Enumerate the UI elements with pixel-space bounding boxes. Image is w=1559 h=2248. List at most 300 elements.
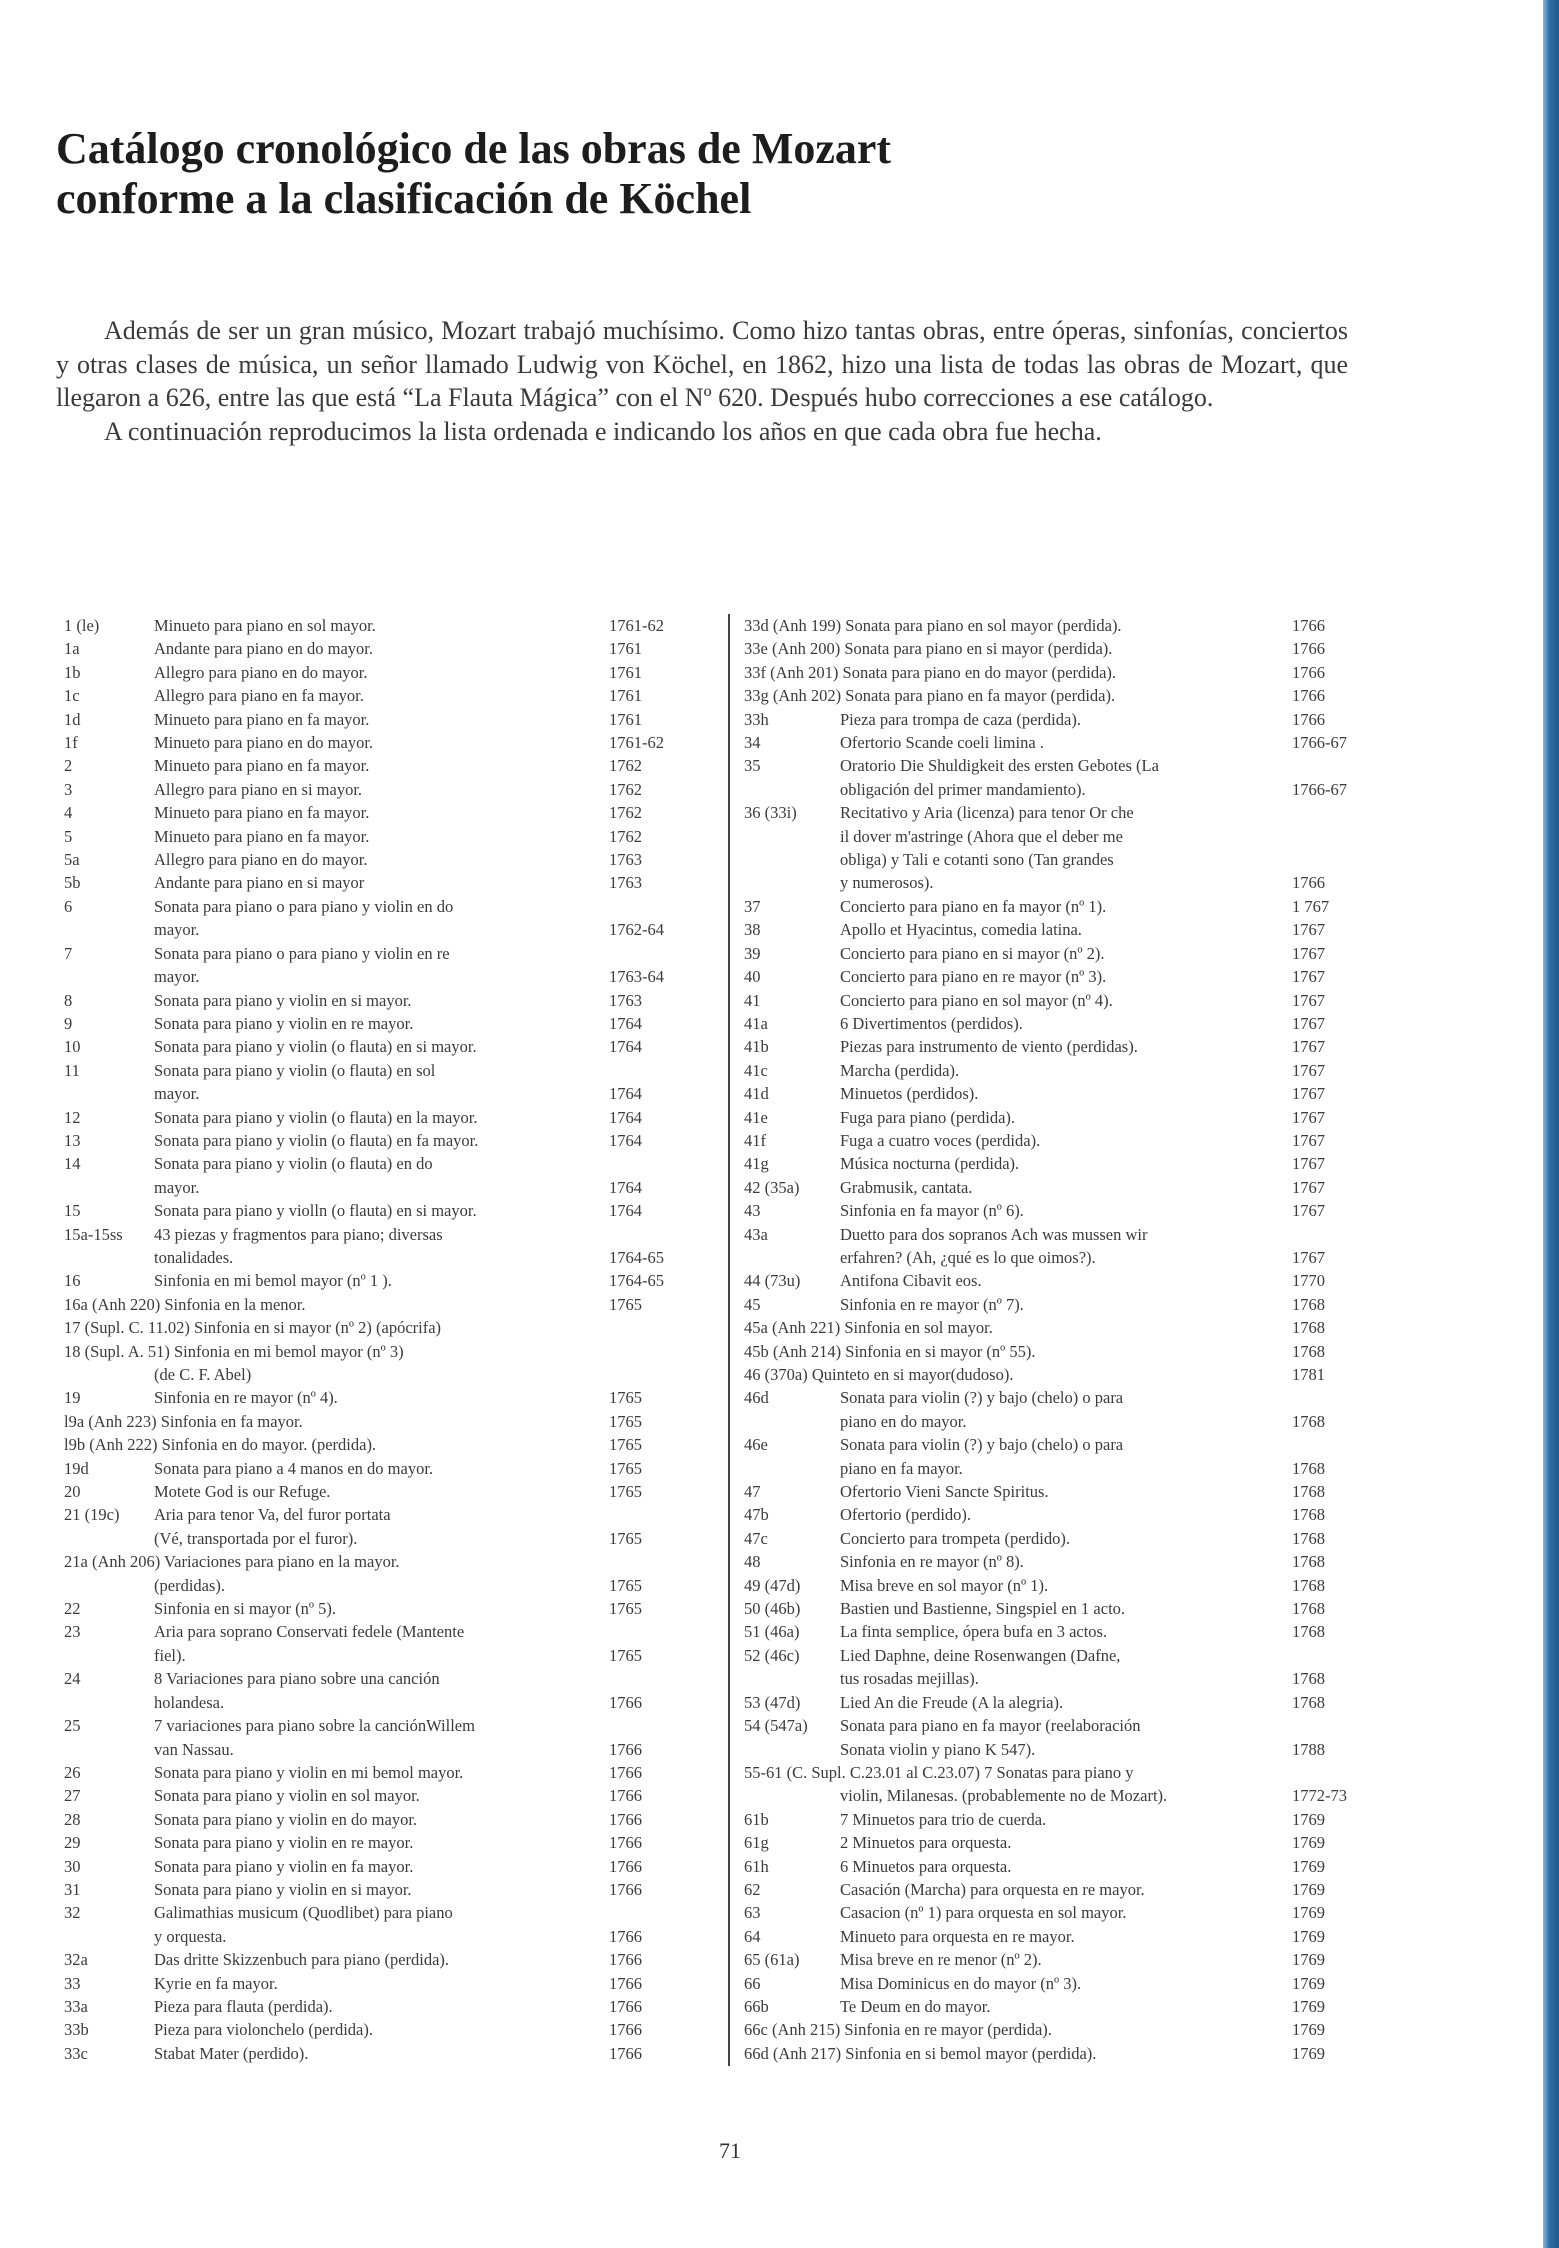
catalog-entry xyxy=(744,1269,1364,1292)
work-description: Aria para soprano Conservati fedele (Mantente xyxy=(154,1622,465,1642)
composition-year: 1766 xyxy=(609,1950,642,1970)
work-description: tus rosadas mejillas). xyxy=(840,1669,979,1689)
catalog-entry xyxy=(744,1316,1364,1339)
composition-year: 1766 xyxy=(609,2043,642,2063)
composition-year: 1769 xyxy=(1292,2043,1325,2063)
work-description: Sinfonia en re mayor (nº 8). xyxy=(840,1552,1024,1572)
intro-text xyxy=(56,314,1348,448)
kochel-number: 29 xyxy=(64,1833,81,1853)
work-description: Lied An die Freude (A la alegria). xyxy=(840,1692,1064,1712)
composition-year: 1766 xyxy=(609,1786,642,1806)
work-description: mayor. xyxy=(154,1177,200,1197)
kochel-number: 43 xyxy=(744,1201,761,1221)
work-description: Pieza para trompa de caza (perdida). xyxy=(840,709,1081,729)
kochel-number: 36 (33i) xyxy=(744,803,797,823)
composition-year: 1765 xyxy=(609,1575,642,1595)
page-number: 71 xyxy=(719,2138,741,2163)
composition-year: 1766 xyxy=(609,1879,642,1899)
kochel-number: 12 xyxy=(64,1107,81,1127)
work-description: Galimathias musicum (Quodlibet) para piano xyxy=(154,1903,453,1923)
catalog-entry xyxy=(744,1035,1364,1058)
catalog-entry xyxy=(744,1503,1364,1526)
work-description: Pieza para violonchelo (perdida). xyxy=(154,2020,373,2040)
catalog-entry xyxy=(744,614,1364,637)
catalog-entry xyxy=(744,1808,1364,1831)
composition-year: 1764 xyxy=(609,1107,642,1127)
kochel-number: 54 (547a) xyxy=(744,1716,808,1736)
catalog-entry xyxy=(744,1597,1364,1620)
catalog-entry xyxy=(744,965,1364,988)
catalog-entry xyxy=(744,1340,1364,1363)
kochel-number: 3 xyxy=(64,779,73,799)
work-description: erfahren? (Ah, ¿qué es lo que oimos?). xyxy=(840,1247,1096,1267)
work-description: Kyrie en fa mayor. xyxy=(154,1973,278,1993)
composition-year: 1768 xyxy=(1292,1669,1325,1689)
catalog-entry xyxy=(64,1878,684,1901)
kochel-number: 19 xyxy=(64,1388,81,1408)
work-description: Allegro para piano en do mayor. xyxy=(154,850,368,870)
catalog-entry xyxy=(744,1948,1364,1971)
composition-year: 1767 xyxy=(1292,1177,1325,1197)
work-description: Sonata para piano y violin en mi bemol mayor. xyxy=(154,1762,464,1782)
catalog-entry xyxy=(64,1972,684,1995)
composition-year: 1766 xyxy=(609,1856,642,1876)
work-description: Ofertorio (perdido). xyxy=(840,1505,972,1525)
catalog-entry xyxy=(744,1901,1364,1924)
composition-year: 1768 xyxy=(1292,1294,1325,1314)
kochel-number: 15a-15ss xyxy=(64,1224,123,1244)
work-description: Recitativo y Aria (licenza) para tenor Or che xyxy=(840,803,1134,823)
composition-year: 1763 xyxy=(609,873,642,893)
work-description: Casación (Marcha) para orquesta en re mayor. xyxy=(840,1879,1145,1899)
composition-year: 1766 xyxy=(1292,686,1325,706)
catalog-entry xyxy=(64,778,684,801)
kochel-number: 1a xyxy=(64,639,80,659)
work-description: Concierto para trompeta (perdido). xyxy=(840,1528,1070,1548)
composition-year: 1768 xyxy=(1292,1458,1325,1478)
composition-year: 1765 xyxy=(609,1411,642,1431)
work-description: 6 Minuetos para orquesta. xyxy=(840,1856,1012,1876)
composition-year: 1766 xyxy=(1292,709,1325,729)
catalog-entry xyxy=(744,2042,1364,2065)
composition-year: 1766 xyxy=(1292,662,1325,682)
work-description: 17 (Supl. C. 11.02) Sinfonia en si mayor (nº 2) (apócrifa) xyxy=(64,1318,442,1338)
composition-year: 1766-67 xyxy=(1292,779,1347,799)
catalog-entry xyxy=(744,1152,1364,1175)
work-description: Sonata para piano y violin en re mayor. xyxy=(154,1833,414,1853)
composition-year: 1768 xyxy=(1292,1318,1325,1338)
catalog-entry xyxy=(64,1503,684,1550)
kochel-number: 34 xyxy=(744,733,761,753)
catalog-entry xyxy=(64,614,684,637)
work-description: van Nassau. xyxy=(154,1739,234,1759)
kochel-number: 2 xyxy=(64,756,73,776)
kochel-number: 10 xyxy=(64,1037,81,1057)
composition-year: 1767 xyxy=(1292,1201,1325,1221)
catalog-entry xyxy=(64,895,684,942)
catalog-entry xyxy=(64,1410,684,1433)
kochel-number: 8 xyxy=(64,990,73,1010)
catalog-entry xyxy=(64,1480,684,1503)
work-description: Apollo et Hyacintus, comedia latina. xyxy=(840,920,1082,940)
composition-year: 1765 xyxy=(609,1388,642,1408)
work-description: Concierto para piano en fa mayor (nº 1). xyxy=(840,896,1107,916)
kochel-number: 52 (46c) xyxy=(744,1645,800,1665)
composition-year: 1762-64 xyxy=(609,920,664,940)
composition-year: 1767 xyxy=(1292,1107,1325,1127)
catalog-entry xyxy=(744,1831,1364,1854)
work-description: 7 variaciones para piano sobre la canciónWillem xyxy=(154,1716,475,1736)
work-description: 66d (Anh 217) Sinfonia en si bemol mayor (perdida). xyxy=(744,2043,1097,2063)
work-description: Antifona Cibavit eos. xyxy=(840,1271,982,1291)
intro-paragraph-2: A continuación reproducimos la lista ordenada e indicando los años en que cada obra fue hecha. xyxy=(104,416,1102,446)
composition-year: 1766 xyxy=(609,2020,642,2040)
work-description: Sonata para piano o para piano y violin en re xyxy=(154,943,450,963)
work-description: violin, Milanesas. (probablemente no de Mozart). xyxy=(840,1786,1168,1806)
catalog-entry xyxy=(64,1012,684,1035)
kochel-number: 11 xyxy=(64,1060,80,1080)
work-description: Sonata para violin (?) y bajo (chelo) o para xyxy=(840,1388,1124,1408)
kochel-number: 20 xyxy=(64,1482,81,1502)
composition-year: 1769 xyxy=(1292,1996,1325,2016)
work-description: 21a (Anh 206) Variaciones para piano en la mayor. xyxy=(64,1552,400,1572)
composition-year: 1766 xyxy=(609,1996,642,2016)
work-description: y orquesta. xyxy=(154,1926,227,1946)
catalog-entry xyxy=(64,1995,684,2018)
work-description: Misa Dominicus en do mayor (nº 3). xyxy=(840,1973,1082,1993)
kochel-number: 47b xyxy=(744,1505,769,1525)
work-description: Sonata para piano y violin en re mayor. xyxy=(154,1013,414,1033)
work-description: Sonata para piano y violin (o flauta) en do xyxy=(154,1154,433,1174)
work-description: Minueto para piano en fa mayor. xyxy=(154,826,370,846)
work-description: Stabat Mater (perdido). xyxy=(154,2043,309,2063)
composition-year: 1764 xyxy=(609,1013,642,1033)
catalog-entry xyxy=(64,1199,684,1222)
work-description: 8 Variaciones para piano sobre una canción xyxy=(154,1669,440,1689)
catalog-entry xyxy=(744,1059,1364,1082)
catalog-entry xyxy=(64,1035,684,1058)
composition-year: 1768 xyxy=(1292,1341,1325,1361)
composition-year: 1766 xyxy=(1292,616,1325,635)
work-description: 7 Minuetos para trio de cuerda. xyxy=(840,1809,1047,1829)
catalog-entry xyxy=(744,1363,1364,1386)
column-divider xyxy=(728,614,730,2066)
catalog-entry xyxy=(64,754,684,777)
composition-year: 1766 xyxy=(609,1973,642,1993)
work-description: 46 (370a) Quinteto en si mayor(dudoso). xyxy=(744,1365,1014,1384)
composition-year: 1764 xyxy=(609,1177,642,1197)
kochel-number: 1 (le) xyxy=(64,616,100,635)
work-description: holandesa. xyxy=(154,1692,225,1712)
composition-year: 1764-65 xyxy=(609,1247,664,1267)
catalog-entry xyxy=(744,754,1364,801)
catalog-entry xyxy=(64,871,684,894)
catalog-entry xyxy=(64,1855,684,1878)
kochel-number: 6 xyxy=(64,896,73,916)
kochel-number: 66 xyxy=(744,1973,761,1993)
work-description: Sonata para piano o para piano y violin en do xyxy=(154,896,454,916)
composition-year: 1767 xyxy=(1292,1247,1325,1267)
catalog-entry xyxy=(64,1269,684,1292)
kochel-number: 33h xyxy=(744,709,769,729)
work-description: il dover m'astringe (Ahora que el deber me xyxy=(840,826,1123,846)
composition-year: 1766-67 xyxy=(1292,733,1347,753)
work-description: Sonata para piano y violin (o flauta) en sol xyxy=(154,1060,436,1080)
work-description: La finta semplice, ópera bufa en 3 actos. xyxy=(840,1622,1108,1642)
kochel-number: 33b xyxy=(64,2020,89,2040)
catalog-entry xyxy=(744,1644,1364,1691)
composition-year: 1767 xyxy=(1292,1013,1325,1033)
catalog-entry xyxy=(64,2018,684,2041)
composition-year: 1763 xyxy=(609,850,642,870)
kochel-number: 37 xyxy=(744,896,761,916)
composition-year: 1766 xyxy=(1292,873,1325,893)
work-description: Sonata para piano y violin (o flauta) en la mayor. xyxy=(154,1107,478,1127)
work-description: (Vé, transportada por el furor). xyxy=(154,1528,358,1548)
work-description: obligación del primer mandamiento). xyxy=(840,779,1086,799)
composition-year: 1764-65 xyxy=(609,1271,664,1291)
work-description: Fuga para piano (perdida). xyxy=(840,1107,1016,1127)
work-description: piano en fa mayor. xyxy=(840,1458,963,1478)
kochel-number: 41e xyxy=(744,1107,768,1127)
work-description: 45a (Anh 221) Sinfonia en sol mayor. xyxy=(744,1318,993,1338)
work-description: 33g (Anh 202) Sonata para piano en fa mayor (perdida). xyxy=(744,686,1116,706)
work-description: Música nocturna (perdida). xyxy=(840,1154,1020,1174)
composition-year: 1765 xyxy=(609,1599,642,1619)
catalog-entry xyxy=(64,637,684,660)
kochel-number: 30 xyxy=(64,1856,81,1876)
work-description: Misa breve en sol mayor (nº 1). xyxy=(840,1575,1049,1595)
work-description: Sonata para piano y violin en fa mayor. xyxy=(154,1856,414,1876)
work-description: Andante para piano en si mayor xyxy=(154,873,365,893)
composition-year: 1772-73 xyxy=(1292,1786,1347,1806)
work-description: mayor. xyxy=(154,967,200,987)
composition-year: 1767 xyxy=(1292,920,1325,940)
catalog-entry xyxy=(64,1340,684,1387)
kochel-number: 48 xyxy=(744,1552,761,1572)
kochel-number: 46e xyxy=(744,1435,768,1455)
catalog-entry xyxy=(744,1550,1364,1573)
composition-year: 1781 xyxy=(1292,1365,1325,1384)
catalog-entry xyxy=(64,1620,684,1667)
catalog-entry xyxy=(64,1597,684,1620)
work-description: Das dritte Skizzenbuch para piano (perdida). xyxy=(154,1950,450,1970)
catalog-column-left xyxy=(64,614,684,2065)
composition-year: 1762 xyxy=(609,826,642,846)
composition-year: 1766 xyxy=(609,1762,642,1782)
catalog-entry xyxy=(744,1714,1364,1761)
kochel-number: 41a xyxy=(744,1013,768,1033)
work-description: Allegro para piano en fa mayor. xyxy=(154,686,364,706)
catalog-entry xyxy=(744,895,1364,918)
catalog-entry xyxy=(64,708,684,731)
catalog-entry xyxy=(64,1223,684,1270)
kochel-number: 1c xyxy=(64,686,80,706)
composition-year: 1 767 xyxy=(1292,896,1330,916)
kochel-number: 44 (73u) xyxy=(744,1271,801,1291)
work-description: fiel). xyxy=(154,1645,186,1665)
catalog-entry xyxy=(744,661,1364,684)
catalog-entry xyxy=(744,1855,1364,1878)
composition-year: 1769 xyxy=(1292,1926,1325,1946)
kochel-number: 22 xyxy=(64,1599,81,1619)
work-description: Ofertorio Vieni Sancte Spiritus. xyxy=(840,1482,1049,1502)
kochel-number: 1d xyxy=(64,709,81,729)
kochel-number: 50 (46b) xyxy=(744,1599,801,1619)
work-description: l9b (Anh 222) Sinfonia en do mayor. (perdida). xyxy=(64,1435,377,1455)
composition-year: 1767 xyxy=(1292,943,1325,963)
catalog-entry xyxy=(64,1808,684,1831)
catalog-entry xyxy=(64,801,684,824)
work-description: Ofertorio Scande coeli limina . xyxy=(840,733,1044,753)
composition-year: 1762 xyxy=(609,756,642,776)
catalog-entry xyxy=(744,1691,1364,1714)
work-description: y numerosos). xyxy=(840,873,934,893)
kochel-number: 47 xyxy=(744,1482,761,1502)
composition-year: 1766 xyxy=(609,1809,642,1829)
composition-year: 1768 xyxy=(1292,1575,1325,1595)
catalog-entry xyxy=(64,1784,684,1807)
kochel-number: 1b xyxy=(64,662,81,682)
work-description: Concierto para piano en si mayor (nº 2). xyxy=(840,943,1105,963)
composition-year: 1764 xyxy=(609,1201,642,1221)
catalog-entry xyxy=(744,1293,1364,1316)
catalog-entry xyxy=(744,1129,1364,1152)
work-description: Motete God is our Refuge. xyxy=(154,1482,331,1502)
work-description: 33f (Anh 201) Sonata para piano en do mayor (perdida). xyxy=(744,662,1117,682)
work-description: 16a (Anh 220) Sinfonia en la menor. xyxy=(64,1294,306,1314)
kochel-number: 15 xyxy=(64,1201,81,1221)
work-description: Pieza para flauta (perdida). xyxy=(154,1996,333,2016)
catalog-entry xyxy=(744,1433,1364,1480)
composition-year: 1761 xyxy=(609,662,642,682)
catalog-entry xyxy=(64,942,684,989)
kochel-number: 16 xyxy=(64,1271,81,1291)
kochel-number: 40 xyxy=(744,967,761,987)
work-description: Sinfonia en re mayor (nº 4). xyxy=(154,1388,338,1408)
catalog-entry xyxy=(744,1972,1364,1995)
work-description: Piezas para instrumento de viento (perdidas). xyxy=(840,1037,1138,1057)
catalog-entry xyxy=(64,1059,684,1106)
kochel-number: 35 xyxy=(744,756,761,776)
work-description: tonalidades. xyxy=(154,1247,234,1267)
catalog-entry xyxy=(744,1527,1364,1550)
work-description: Oratorio Die Shuldigkeit des ersten Gebotes (La xyxy=(840,756,1159,776)
composition-year: 1770 xyxy=(1292,1271,1325,1291)
kochel-number: 7 xyxy=(64,943,73,963)
composition-year: 1768 xyxy=(1292,1552,1325,1572)
catalog-entry xyxy=(64,1457,684,1480)
kochel-number: 21 (19c) xyxy=(64,1505,120,1525)
title-line-2: conforme a la clasificación de Köchel xyxy=(56,174,752,223)
composition-year: 1767 xyxy=(1292,1130,1325,1150)
composition-year: 1769 xyxy=(1292,1950,1325,1970)
composition-year: 1768 xyxy=(1292,1505,1325,1525)
kochel-number: 41d xyxy=(744,1084,769,1104)
kochel-number: 32a xyxy=(64,1950,88,1970)
work-description: 66c (Anh 215) Sinfonia en re mayor (perdida). xyxy=(744,2020,1052,2040)
work-description: Sinfonia en re mayor (nº 7). xyxy=(840,1294,1024,1314)
catalog-entry xyxy=(744,1995,1364,2018)
work-description: Andante para piano en do mayor. xyxy=(154,639,374,659)
kochel-number: 32 xyxy=(64,1903,81,1923)
work-description: Sonata para piano a 4 manos en do mayor. xyxy=(154,1458,434,1478)
catalog-entry xyxy=(744,1082,1364,1105)
kochel-number: 27 xyxy=(64,1786,81,1806)
work-description: Sonata para piano y violin en do mayor. xyxy=(154,1809,418,1829)
work-description: Allegro para piano en si mayor. xyxy=(154,779,363,799)
catalog-entry xyxy=(64,848,684,871)
kochel-number: 38 xyxy=(744,920,761,940)
work-description: Misa breve en re menor (nº 2). xyxy=(840,1950,1042,1970)
work-description: Fuga a cuatro voces (perdida). xyxy=(840,1130,1041,1150)
kochel-number: 43a xyxy=(744,1224,768,1244)
work-description: Concierto para piano en re mayor (nº 3). xyxy=(840,967,1107,987)
composition-year: 1765 xyxy=(609,1645,642,1665)
composition-year: 1768 xyxy=(1292,1482,1325,1502)
catalog-entry xyxy=(744,1925,1364,1948)
catalog-column-right xyxy=(744,614,1364,2065)
catalog-entry xyxy=(64,1106,684,1129)
catalog-entry xyxy=(744,801,1364,895)
title-line-1: Catálogo cronológico de las obras de Mozart xyxy=(56,124,892,173)
catalog-entry xyxy=(744,1012,1364,1035)
work-description: Marcha (perdida). xyxy=(840,1060,960,1080)
catalog-entry xyxy=(744,1386,1364,1433)
catalog-entry xyxy=(64,1550,684,1597)
catalog-entry xyxy=(64,1831,684,1854)
catalog-entry xyxy=(64,1901,684,1948)
work-description: Minueto para piano en do mayor. xyxy=(154,733,374,753)
catalog-entry xyxy=(744,1199,1364,1222)
work-description: 33d (Anh 199) Sonata para piano en sol mayor (perdida). xyxy=(744,616,1122,635)
work-description: 2 Minuetos para orquesta. xyxy=(840,1833,1012,1853)
kochel-number: 5b xyxy=(64,873,81,893)
composition-year: 1762 xyxy=(609,779,642,799)
work-description: Grabmusik, cantata. xyxy=(840,1177,973,1197)
work-description: Sonata para violin (?) y bajo (chelo) o para xyxy=(840,1435,1124,1455)
composition-year: 1768 xyxy=(1292,1411,1325,1431)
composition-year: 1764 xyxy=(609,1130,642,1150)
catalog-entry xyxy=(64,2042,684,2065)
work-description: mayor. xyxy=(154,920,200,940)
work-description: Sonata para piano y violin en si mayor. xyxy=(154,1879,412,1899)
composition-year: 1768 xyxy=(1292,1692,1325,1712)
composition-year: 1765 xyxy=(609,1435,642,1455)
work-description: piano en do mayor. xyxy=(840,1411,967,1431)
kochel-number: 39 xyxy=(744,943,761,963)
composition-year: 1765 xyxy=(609,1528,642,1548)
composition-year: 1761-62 xyxy=(609,733,664,753)
work-description: Allegro para piano en do mayor. xyxy=(154,662,368,682)
kochel-number: 33c xyxy=(64,2043,88,2063)
kochel-number: 13 xyxy=(64,1130,81,1150)
kochel-number: 5 xyxy=(64,826,73,846)
kochel-number: 26 xyxy=(64,1762,81,1782)
kochel-number: 33 xyxy=(64,1973,81,1993)
kochel-number: 9 xyxy=(64,1013,73,1033)
composition-year: 1763 xyxy=(609,990,642,1010)
work-description: 55-61 (C. Supl. C.23.01 al C.23.07) 7 Sonatas para piano y xyxy=(744,1762,1134,1782)
catalog-entry xyxy=(744,989,1364,1012)
catalog-entry xyxy=(744,1480,1364,1503)
composition-year: 1769 xyxy=(1292,1879,1325,1899)
catalog-entry xyxy=(64,989,684,1012)
work-description: Te Deum en do mayor. xyxy=(840,1996,991,2016)
catalog-entry xyxy=(64,1667,684,1714)
catalog-entry xyxy=(744,1761,1364,1808)
kochel-number: 31 xyxy=(64,1879,81,1899)
